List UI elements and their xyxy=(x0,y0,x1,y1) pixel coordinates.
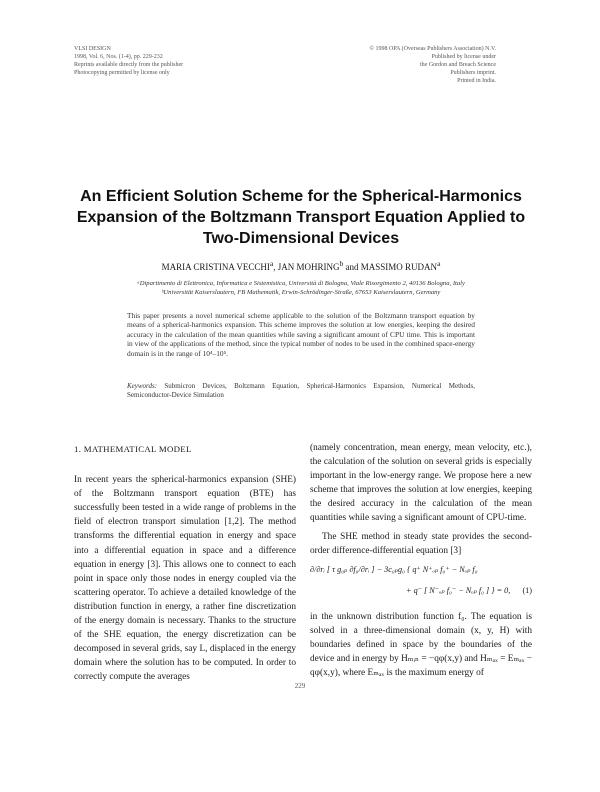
header-left-line: Photocopying permitted by license only xyxy=(74,70,170,76)
author-name: MARIA CRISTINA VECCHI xyxy=(161,262,270,272)
author-and: and MASSIMO RUDAN xyxy=(343,262,438,272)
header-right-line: the Gordon and Breach Science xyxy=(420,62,496,68)
author-separator: , JAN MOHRING xyxy=(273,262,340,272)
header-left-line: Reprints available directly from the publisher xyxy=(74,62,184,68)
left-column xyxy=(74,442,296,685)
abstract: This paper presents a novel numerical scheme applicable to the solution of the Boltzmann transport equation by means of a spherical-harmonics expansion. This scheme improves the solution at low energies, keeping the desired accuracy in the calculation of the mean quantities while saving a significant amount of CPU time. This is important in view of the applications of the method, since the typical number of nodes to be used in the combined space-energy domain is in the range of 10⁴–10⁵. xyxy=(127,311,475,358)
header-right-line: Publishers imprint. xyxy=(450,70,496,76)
affiliation-line: ᵇUniversität Kaiserslautern, FB Mathematik, Erwin-Schrödinger-Straße, 67653 Kaiserslautern, Germany xyxy=(161,289,441,296)
keywords-list: Submicron Devices, Boltzmann Equation, Spherical-Harmonics Expansion, Numerical Methods, Semiconductor-Device Simulation xyxy=(127,382,476,400)
affiliations xyxy=(60,279,542,297)
equation-number: (1) xyxy=(522,585,532,595)
affiliation-line: ᵃDipartimento di Elettronica, Informatica e Sistemistica, Università di Bologna, Viale Risorgimento 2, 40136 Bologna, Italy xyxy=(137,280,465,287)
section-heading: 1. MATHEMATICAL MODEL xyxy=(74,444,192,454)
author-list xyxy=(60,258,542,273)
body-paragraph: In recent years the spherical-harmonics expansion (SHE) of the Boltzmann transport equation (BTE) has successfully been tested in a wide range of problems in the field of electron transport simulation [1,2]. The method transforms the differential equation in energy and space into a differential equation in space and a difference equation in energy [3]. This allows one to connect to each point in space only those nodes in energy coupled via the scattering operator. To achieve a detailed knowledge of the distribution function in energy, a rather fine discretization of the energy domain is necessary. Thanks to the structure of the SHE equation, the energy discretization can be decomposed in several grids, say L, displaced in the energy domain where the solution has to be computed. In order to correctly compute the averages xyxy=(74,475,296,683)
body-paragraph: The SHE method in steady state provides the second-order difference-differential equation [3] xyxy=(310,531,532,556)
author-superscript: a xyxy=(437,259,441,268)
header-left-line: VLSI DESIGN xyxy=(74,46,111,52)
journal-header-left xyxy=(74,45,264,77)
header-left-line: 1998, Vol. 6, Nos. (1-4), pp. 229-232 xyxy=(74,54,163,60)
header-right-line: © 1998 OPA (Overseas Publishers Association) N.V. xyxy=(369,46,496,52)
header-right-line: Printed in India. xyxy=(457,78,496,84)
body-paragraph: (namely concentration, mean energy, mean velocity, etc.), the calculation of the solution on several grids is especially important in the low-energy range. We propose here a new scheme that improves the solution at low energies, keeping the desired accuracy in the calculation of the mean quantities while saving a significant amount of CPU-time. xyxy=(310,443,532,524)
author-superscript: b xyxy=(339,259,344,268)
publisher-header-right xyxy=(296,45,496,85)
equation-1 xyxy=(310,561,532,605)
page-number: 229 xyxy=(294,682,306,690)
keywords xyxy=(127,382,475,401)
keywords-label: Keywords: xyxy=(127,382,158,390)
equation-line: ∂/∂rᵢ [ τ g₀ₚ ∂f₀/∂rᵢ ] − 3c₀ₚg₀ { q⁺ N⁺ₒₚ f₀⁺ − Nₒₚ f₀ xyxy=(310,564,478,574)
equation-line: + q⁻ [ N⁻ₒₚ f₀⁻ − Nₒₚ f₀ ] } = 0, xyxy=(406,585,511,595)
body-paragraph: in the unknown distribution function f₀. The equation is solved in a three-dimensional domain (x, y, H) with boundaries defined in space by the boundaries of the device and in energy by Hₘᵢₙ = −qφ(x,y) and Hₘₐₓ = Eₘₐₓ − qφ(x,y), where Eₘₐₓ is the maximum energy of xyxy=(310,611,532,679)
paper-title: An Efficient Solution Scheme for the Spherical-Harmonics Expansion of the Boltzmann Transport Equation Applied to Two-Dimensional Devices xyxy=(76,188,526,247)
right-column xyxy=(310,441,532,680)
author-superscript: a xyxy=(269,259,274,268)
header-right-line: Published by license under xyxy=(431,54,496,60)
